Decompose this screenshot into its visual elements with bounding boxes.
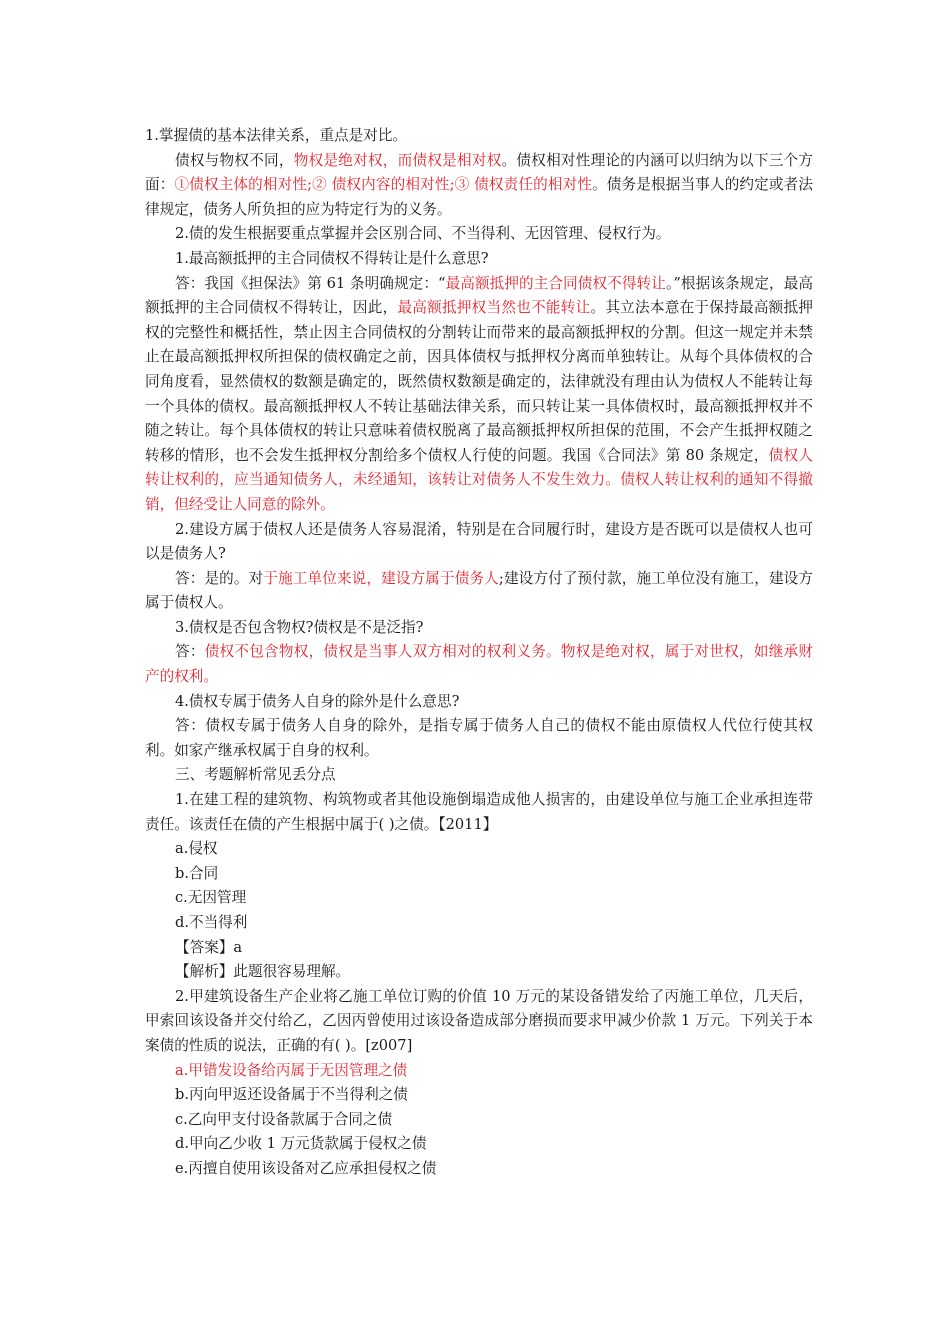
option-line xyxy=(145,1157,813,1182)
paragraph xyxy=(145,714,813,763)
option-line xyxy=(145,1108,813,1133)
highlighted-text: 于施工单位来说，建设方属于债务人 xyxy=(263,569,499,587)
highlighted-text: 物权是绝对权，而债权是相对权 xyxy=(293,151,502,169)
highlighted-text: 最高额抵押权当然也不能转让 xyxy=(397,299,591,317)
paragraph xyxy=(145,985,813,1059)
paragraph xyxy=(145,124,813,149)
paragraph xyxy=(145,763,813,788)
paragraph xyxy=(145,788,813,837)
paragraph xyxy=(145,518,813,567)
text-run: 4.债权专属于债务人自身的除外是什么意思? xyxy=(175,692,460,710)
option-line xyxy=(145,911,813,936)
option-line xyxy=(145,960,813,985)
text-run: 。债务是根据当事人的约定或者法律规定，债务人所负担的应为特定行为的义务。 xyxy=(145,176,813,218)
text-run: 3.债权是否包含物权?债权是不是泛指? xyxy=(175,618,424,636)
text-run: d.甲向乙少收 1 万元货款属于侵权之债 xyxy=(175,1135,427,1153)
text-run: c.无因管理 xyxy=(175,889,247,907)
text-run: ;建设方付了预付款，施工单位没有施工，建设方属于债权人。 xyxy=(145,569,813,612)
paragraph xyxy=(145,222,813,247)
option-line xyxy=(145,1083,813,1108)
highlighted-text: 最高额抵押的主合同债权不得转让 xyxy=(445,274,666,292)
text-run: 答： xyxy=(175,643,205,661)
text-run: 【解析】此题很容易理解。 xyxy=(175,963,351,981)
text-run: 答：是的。对 xyxy=(175,569,264,587)
highlighted-text: 债权人转让权利的，应当通知债务人，未经通知，该转让对债务人不发生效力。债权人转让权利的通知不得撤销，但经受让人同意的除外。 xyxy=(145,446,813,513)
highlighted-text: 债权不包含物权，债权是当事人双方相对的权利义务。物权是绝对权，属于对世权，如继承财产的权利。 xyxy=(145,643,813,686)
paragraph xyxy=(145,640,813,689)
option-line xyxy=(145,1132,813,1157)
option-line xyxy=(145,936,813,961)
text-run: 1.在建工程的建筑物、构筑物或者其他设施倒塌造成他人损害的，由建设单位与施工企业承担连带责任。该责任在债的产生根据中属于( )之债。【2011】 xyxy=(145,791,813,833)
highlighted-text: a.甲错发设备给丙属于无因管理之债 xyxy=(175,1061,408,1079)
paragraph xyxy=(145,247,813,272)
text-run: 1.掌握债的基本法律关系，重点是对比。 xyxy=(145,127,408,144)
text-run: e.丙擅自使用该设备对乙应承担侵权之债 xyxy=(175,1159,437,1177)
option-line xyxy=(145,1059,813,1084)
text-run: b.丙向甲返还设备属于不当得利之债 xyxy=(175,1086,408,1104)
text-run: 。其立法本意在于保持最高额抵押权的完整性和概括性，禁止因主合同债权的分割转让而带来的最高额抵押权的分割。但这一规定并未禁止在最高额抵押权所担保的债权确定之前，因具体债权与抵押权分离而单独转让。从每个具体债权的合同角度看，显然债权的数额是确定的，既然债权数额是确定的，法律就没有理由认为债权人不能转让每一个具体的债权。最高额抵押权人不转让基础法律关系，而只转让某一具体债权时，最高额抵押权并不随之转让。每个具体债权的转让只意味着债权脱离了最高额抵押权所担保的范围，不会产生抵押权随之转移的情形，也不会发生抵押权分割给多个债权人行使的问题。我国《合同法》第 80 条规定， xyxy=(145,299,813,464)
text-run: 。”根据该条规定，最高额抵押的主合同债权不得转让，因此， xyxy=(145,274,813,317)
text-run: 【答案】a xyxy=(175,938,243,956)
text-run: 2.甲建筑设备生产企业将乙施工单位订购的价值 10 万元的某设备错发给了丙施工单位，几天后，甲索回该设备并交付给乙，乙因丙曾使用过该设备造成部分磨损而要求甲减少价款 1 万元。下列关于本案债的性质的说法，正确的有( )。[z007] xyxy=(145,987,813,1054)
option-line xyxy=(145,862,813,887)
text-run: c.乙向甲支付设备款属于合同之债 xyxy=(175,1110,393,1128)
text-run: 答：我国《担保法》第 61 条明确规定：“ xyxy=(175,274,446,292)
option-line xyxy=(145,886,813,911)
text-run: 。债权相对性理论的内涵可以归纳为以下三个方面： xyxy=(145,151,813,194)
text-run: 2.债的发生根据要重点掌握并会区别合同、不当得利、无因管理、侵权行为。 xyxy=(175,225,671,243)
text-run: 1.最高额抵押的主合同债权不得转让是什么意思? xyxy=(175,249,489,267)
text-run: b.合同 xyxy=(175,864,219,882)
highlighted-text: ①债权主体的相对性;② 债权内容的相对性;③ 债权责任的相对性 xyxy=(174,176,593,194)
text-run: a.侵权 xyxy=(175,840,218,858)
paragraph xyxy=(145,567,813,616)
text-run: 债权与物权不同， xyxy=(175,151,294,169)
text-run: 2.建设方属于债权人还是债务人容易混淆，特别是在合同履行时，建设方是否既可以是债权人也可以是债务人? xyxy=(145,520,813,563)
text-run: 三、考题解析常见丢分点 xyxy=(175,766,336,784)
option-line xyxy=(145,837,813,862)
paragraph xyxy=(145,616,813,641)
text-run: 答：债权专属于债务人自身的除外，是指专属于债务人自己的债权不能由原债权人代位行使其权利。如家产继承权属于自身的权利。 xyxy=(145,717,813,759)
text-run: d.不当得利 xyxy=(175,914,248,931)
paragraph xyxy=(145,690,813,715)
paragraph xyxy=(145,149,813,223)
document-body xyxy=(145,124,813,1182)
paragraph xyxy=(145,272,813,518)
